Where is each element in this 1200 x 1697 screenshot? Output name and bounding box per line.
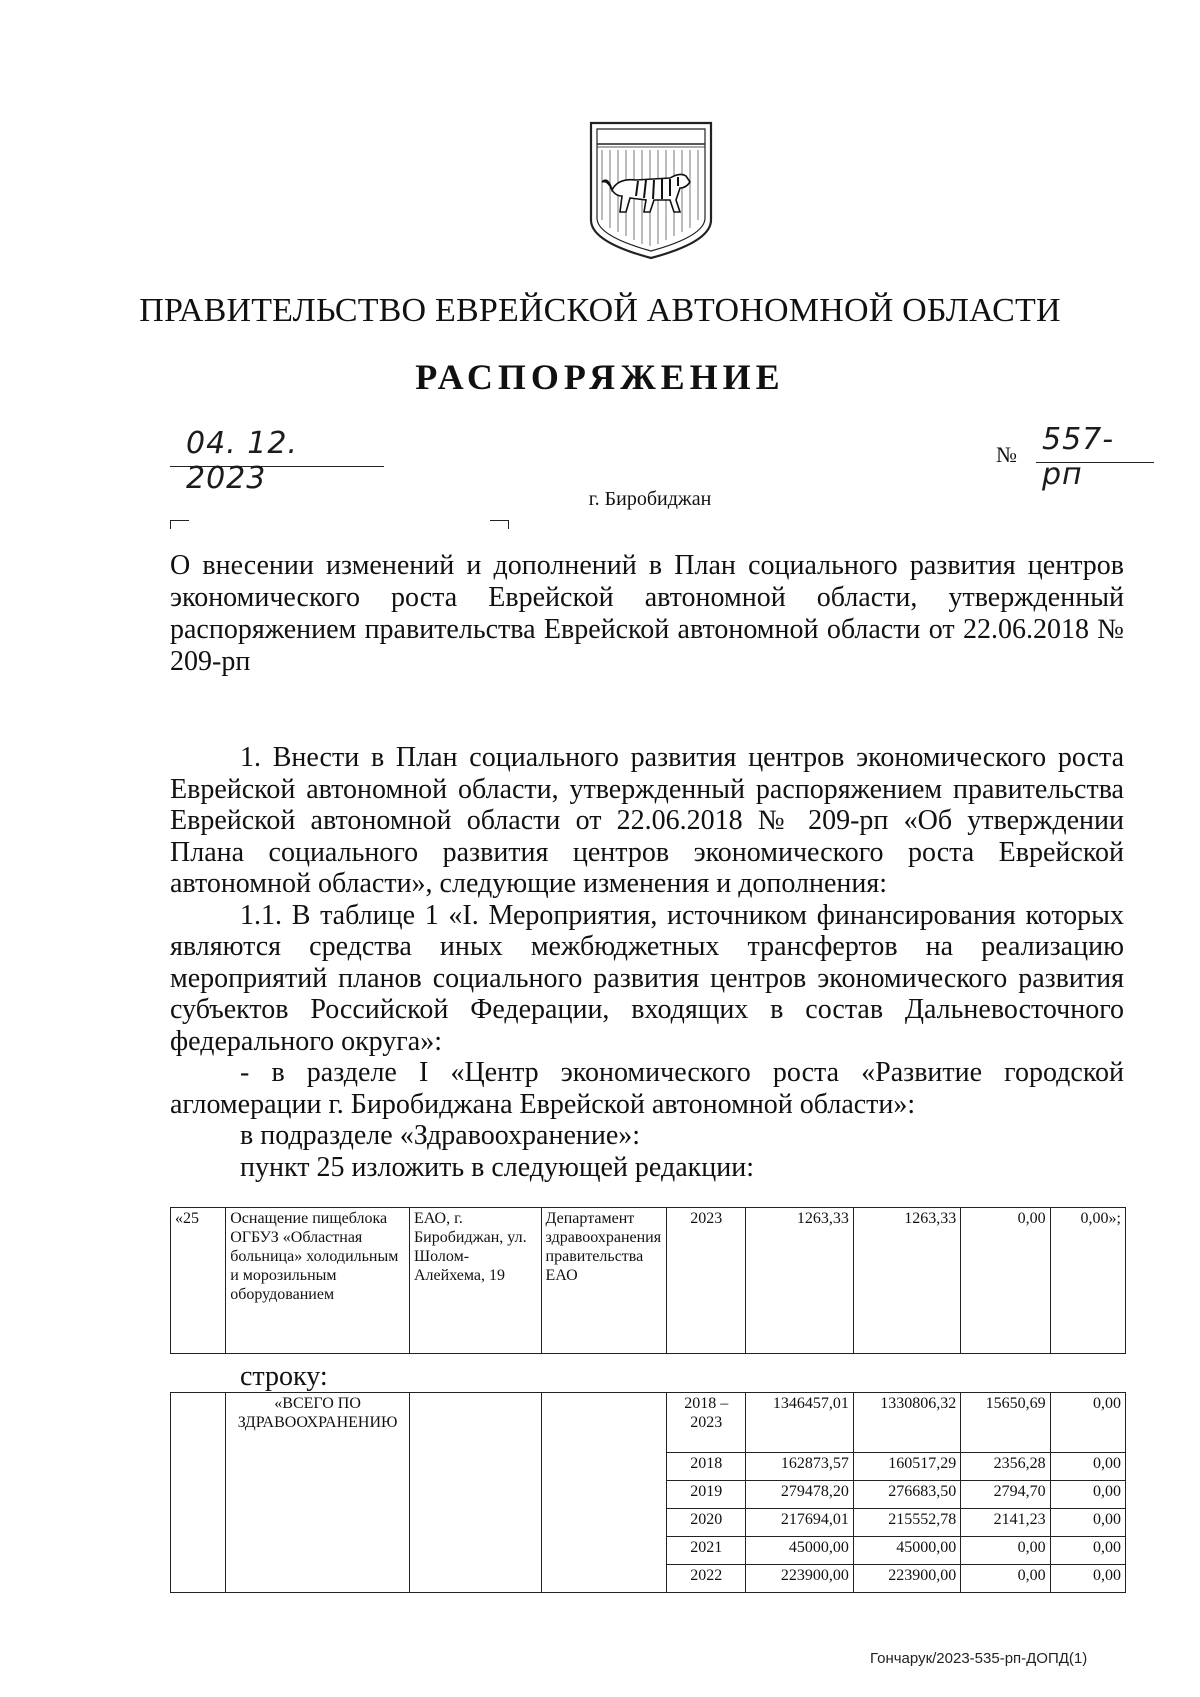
cell-department: Департамент здравоохранения правительства ЕАО <box>541 1208 667 1354</box>
cell-total: 1346457,01 <box>746 1393 853 1453</box>
cell-location: ЕАО, г. Биробиджан, ул. Шолом-Алейхема, 19 <box>409 1208 541 1354</box>
cell-federal: 276683,50 <box>853 1481 960 1509</box>
cell-federal: 1330806,32 <box>853 1393 960 1453</box>
cell-other: 0,00 <box>1050 1537 1125 1565</box>
cell-regional: 2356,28 <box>961 1453 1050 1481</box>
cell-federal: 223900,00 <box>853 1565 960 1593</box>
number-value-line <box>1036 422 1154 492</box>
cell-year: 2018 <box>667 1453 746 1481</box>
cell-number: «25 <box>171 1208 226 1354</box>
cell-total: 223900,00 <box>746 1565 853 1593</box>
cell-other: 0,00»; <box>1050 1208 1125 1354</box>
subject-corner-right <box>490 520 509 529</box>
handwritten-number: 557-рп <box>1042 422 1115 492</box>
cell-department-empty <box>541 1393 667 1593</box>
cell-year: 2019 <box>667 1481 746 1509</box>
cell-other: 0,00 <box>1050 1453 1125 1481</box>
cell-name: Оснащение пищеблока ОГБУЗ «Областная больница» холодильным и морозильным оборудованием <box>226 1208 410 1354</box>
cell-regional: 15650,69 <box>961 1393 1050 1453</box>
cell-federal: 1263,33 <box>853 1208 960 1354</box>
cell-regional: 0,00 <box>961 1537 1050 1565</box>
cell-other: 0,00 <box>1050 1509 1125 1537</box>
cell-year: 2023 <box>667 1208 746 1354</box>
government-title: ПРАВИТЕЛЬСТВО ЕВРЕЙСКОЙ АВТОНОМНОЙ ОБЛАСТИ <box>139 292 1061 329</box>
cell-location-empty <box>409 1393 541 1593</box>
document-type: РАСПОРЯЖЕНИЕ <box>415 357 785 397</box>
cell-federal: 160517,29 <box>853 1453 960 1481</box>
cell-regional: 0,00 <box>961 1208 1050 1354</box>
number-sign: № <box>996 442 1017 467</box>
cell-total: 279478,20 <box>746 1481 853 1509</box>
item-25-table <box>170 1207 1126 1354</box>
footer-code: Гончарук/2023-535-рп-ДОПД(1) <box>870 1650 1088 1667</box>
table-row <box>171 1393 1126 1453</box>
cell-regional: 0,00 <box>961 1565 1050 1593</box>
cell-total: 162873,57 <box>746 1453 853 1481</box>
subject-corner-left <box>170 520 189 529</box>
city: г. Биробиджан <box>588 488 712 510</box>
cell-other: 0,00 <box>1050 1565 1125 1593</box>
document-subject: О внесении изменений и дополнений в План социального развития центров экономического роста Еврейской автономной области, утвержденный распоряжением правительства Еврейской автономной области от 22.06.2018 № 209-рп <box>170 550 1124 677</box>
cell-other: 0,00 <box>1050 1393 1125 1453</box>
paragraph-1-1: 1.1. В таблице 1 «I. Мероприятия, источником финансирования которых являются средства иных межбюджетных трансфертов на реализацию мероприятий планов социального развития центров экономического развития субъектов Российской Федерации, входящих в состав Дальневосточного федерального округа»: <box>170 899 1124 1057</box>
cell-year: 2020 <box>667 1509 746 1537</box>
paragraph-section: - в разделе I «Центр экономического роста «Развитие городской агломерации г. Биробиджана Еврейской автономной области»: <box>170 1057 1124 1120</box>
cell-total: 1263,33 <box>746 1208 853 1354</box>
cell-regional: 2141,23 <box>961 1509 1050 1537</box>
cell-year: 2021 <box>667 1537 746 1565</box>
cell-number-empty <box>171 1393 226 1593</box>
cell-other: 0,00 <box>1050 1481 1125 1509</box>
row-word: строку: <box>240 1361 328 1392</box>
cell-federal: 45000,00 <box>853 1537 960 1565</box>
health-total-table <box>170 1392 1126 1593</box>
cell-total: 217694,01 <box>746 1509 853 1537</box>
cell-year: 2018 – 2023 <box>667 1393 746 1453</box>
tiger-coat-of-arms-icon <box>588 120 714 262</box>
paragraph-item: пункт 25 изложить в следующей редакции: <box>240 1151 754 1183</box>
date-field <box>170 426 384 496</box>
handwritten-date: 04. 12. 2023 <box>186 426 298 496</box>
document-body <box>170 742 1124 1183</box>
cell-total: 45000,00 <box>746 1537 853 1565</box>
cell-regional: 2794,70 <box>961 1481 1050 1509</box>
number-field <box>996 422 1156 492</box>
paragraph-subsection: в подразделе «Здравоохранение»: <box>240 1120 641 1151</box>
cell-year: 2022 <box>667 1565 746 1593</box>
table-row <box>171 1208 1126 1354</box>
cell-total-title: «ВСЕГО ПО ЗДРАВООХРАНЕНИЮ <box>226 1393 410 1593</box>
cell-federal: 215552,78 <box>853 1509 960 1537</box>
paragraph-1: 1. Внести в План социального развития центров экономического роста Еврейской автономной области, утвержденный распоряжением правительства Еврейской автономной области от 22.06.2018 № 209-рп «Об утверждении Плана социального развития центров экономического роста Еврейской автономной области», следующие изменения и дополнения: <box>170 742 1124 899</box>
